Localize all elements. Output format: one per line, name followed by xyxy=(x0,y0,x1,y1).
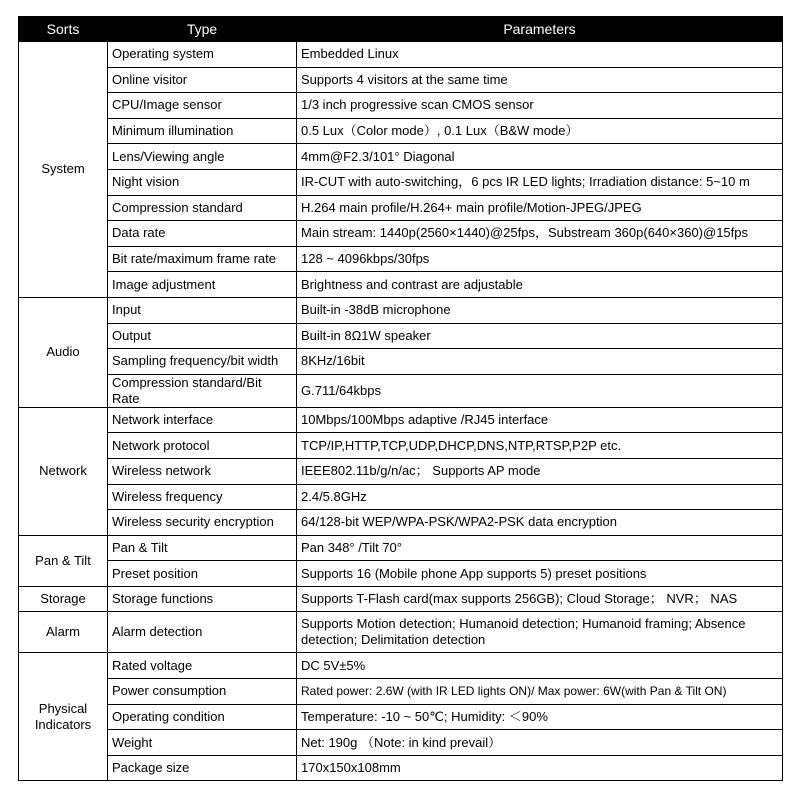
param-cell: Built-in -38dB microphone xyxy=(297,297,783,323)
type-cell: Image adjustment xyxy=(108,272,297,298)
header-parameters: Parameters xyxy=(297,17,783,42)
table-row xyxy=(19,407,783,433)
table-row xyxy=(19,169,783,195)
type-cell: Network protocol xyxy=(108,433,297,459)
type-cell: Operating system xyxy=(108,42,297,68)
table-row xyxy=(19,297,783,323)
param-cell: 64/128-bit WEP/WPA-PSK/WPA2-PSK data encryption xyxy=(297,510,783,536)
param-cell: Brightness and contrast are adjustable xyxy=(297,272,783,298)
param-cell: 1/3 inch progressive scan CMOS sensor xyxy=(297,93,783,119)
table-row xyxy=(19,349,783,375)
param-cell: 8KHz/16bit xyxy=(297,349,783,375)
type-cell: Rated voltage xyxy=(108,653,297,679)
table-row xyxy=(19,195,783,221)
sort-pan-tilt: Pan & Tilt xyxy=(19,535,108,586)
type-cell: Sampling frequency/bit width xyxy=(108,349,297,375)
table-row xyxy=(19,67,783,93)
param-cell: Temperature: -10 ~ 50℃; Humidity: ＜90% xyxy=(297,704,783,730)
type-cell: Input xyxy=(108,297,297,323)
param-cell: Supports 16 (Mobile phone App supports 5) preset positions xyxy=(297,561,783,587)
param-cell: Main stream: 1440p(2560×1440)@25fps，Substream 360p(640×360)@15fps xyxy=(297,221,783,247)
table-row xyxy=(19,93,783,119)
header-sorts: Sorts xyxy=(19,17,108,42)
param-cell: Supports T-Flash card(max supports 256GB); Cloud Storage； NVR； NAS xyxy=(297,586,783,612)
param-cell: 0.5 Lux（Color mode）, 0.1 Lux（B&W mode） xyxy=(297,118,783,144)
type-cell: Compression standard/Bit Rate xyxy=(108,374,297,407)
type-cell: Bit rate/maximum frame rate xyxy=(108,246,297,272)
param-cell: 128 ~ 4096kbps/30fps xyxy=(297,246,783,272)
param-cell: IR-CUT with auto-switching，6 pcs IR LED lights; Irradiation distance: 5~10 m xyxy=(297,169,783,195)
param-cell: Net: 190g （Note: in kind prevail） xyxy=(297,730,783,756)
table-row xyxy=(19,484,783,510)
param-cell: G.711/64kbps xyxy=(297,374,783,407)
type-cell: Power consumption xyxy=(108,679,297,705)
table-row xyxy=(19,535,783,561)
type-cell: Lens/Viewing angle xyxy=(108,144,297,170)
table-row xyxy=(19,458,783,484)
param-cell: H.264 main profile/H.264+ main profile/Motion-JPEG/JPEG xyxy=(297,195,783,221)
spec-table xyxy=(18,16,783,781)
param-cell: Supports Motion detection; Humanoid detection; Humanoid framing; Absence detection; Delimitation detection xyxy=(297,612,783,653)
param-cell: Rated power: 2.6W (with IR LED lights ON)/ Max power: 6W(with Pan & Tilt ON) xyxy=(297,679,783,705)
type-cell: Online visitor xyxy=(108,67,297,93)
table-row xyxy=(19,510,783,536)
table-row xyxy=(19,374,783,407)
param-cell: Supports 4 visitors at the same time xyxy=(297,67,783,93)
type-cell: Output xyxy=(108,323,297,349)
table-row xyxy=(19,730,783,756)
header-type: Type xyxy=(108,17,297,42)
type-cell: Wireless security encryption xyxy=(108,510,297,536)
type-cell: CPU/Image sensor xyxy=(108,93,297,119)
type-cell: Wireless network xyxy=(108,458,297,484)
param-cell: Embedded Linux xyxy=(297,42,783,68)
table-row xyxy=(19,653,783,679)
table-row xyxy=(19,221,783,247)
sort-storage: Storage xyxy=(19,586,108,612)
table-row xyxy=(19,42,783,68)
sort-alarm: Alarm xyxy=(19,612,108,653)
param-cell: 170x150x108mm xyxy=(297,755,783,781)
table-row xyxy=(19,272,783,298)
type-cell: Night vision xyxy=(108,169,297,195)
type-cell: Operating condition xyxy=(108,704,297,730)
sort-audio: Audio xyxy=(19,297,108,407)
param-cell: 2.4/5.8GHz xyxy=(297,484,783,510)
table-row xyxy=(19,246,783,272)
table-row xyxy=(19,433,783,459)
type-cell: Storage functions xyxy=(108,586,297,612)
param-cell: Built-in 8Ω1W speaker xyxy=(297,323,783,349)
type-cell: Network interface xyxy=(108,407,297,433)
param-cell: TCP/IP,HTTP,TCP,UDP,DHCP,DNS,NTP,RTSP,P2P etc. xyxy=(297,433,783,459)
table-row xyxy=(19,704,783,730)
param-cell: 4mm@F2.3/101° Diagonal xyxy=(297,144,783,170)
table-row xyxy=(19,755,783,781)
type-cell: Package size xyxy=(108,755,297,781)
table-row xyxy=(19,612,783,653)
param-cell: Pan 348° /Tilt 70° xyxy=(297,535,783,561)
table-row xyxy=(19,323,783,349)
sort-network: Network xyxy=(19,407,108,535)
param-cell: 10Mbps/100Mbps adaptive /RJ45 interface xyxy=(297,407,783,433)
type-cell: Pan & Tilt xyxy=(108,535,297,561)
table-row xyxy=(19,586,783,612)
type-cell: Minimum illumination xyxy=(108,118,297,144)
type-cell: Preset position xyxy=(108,561,297,587)
table-row xyxy=(19,679,783,705)
type-cell: Wireless frequency xyxy=(108,484,297,510)
table-row xyxy=(19,144,783,170)
table-row xyxy=(19,118,783,144)
sort-physical-indicators: Physical Indicators xyxy=(19,653,108,781)
table-row xyxy=(19,561,783,587)
type-cell: Data rate xyxy=(108,221,297,247)
type-cell: Compression standard xyxy=(108,195,297,221)
type-cell: Alarm detection xyxy=(108,612,297,653)
sort-system: System xyxy=(19,42,108,298)
type-cell: Weight xyxy=(108,730,297,756)
header-row xyxy=(19,17,783,42)
param-cell: DC 5V±5% xyxy=(297,653,783,679)
param-cell: IEEE802.11b/g/n/ac； Supports AP mode xyxy=(297,458,783,484)
